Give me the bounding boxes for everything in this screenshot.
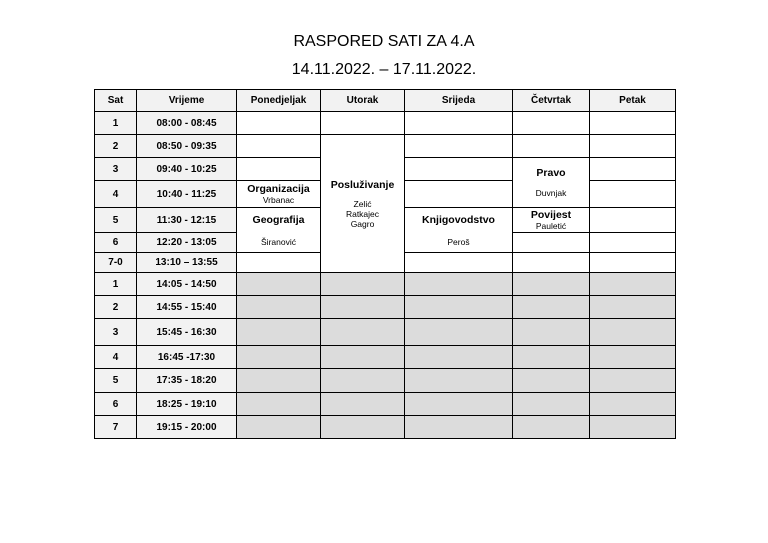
- header-row: [95, 90, 676, 112]
- empty-cell: [513, 416, 590, 439]
- empty-cell: [405, 296, 513, 319]
- lesson-teacher: Širanović: [261, 237, 296, 248]
- table-row: [95, 393, 676, 416]
- period-number: 5: [95, 369, 137, 393]
- period-time: 15:45 - 16:30: [137, 319, 237, 346]
- schedule-table: [94, 89, 676, 439]
- empty-cell: [321, 416, 405, 439]
- lesson-teacher: Duvnjak: [535, 188, 567, 198]
- empty-cell: [405, 393, 513, 416]
- table-row: [95, 369, 676, 393]
- period-time: 17:35 - 18:20: [137, 369, 237, 393]
- empty-cell: [237, 135, 321, 158]
- lesson-teacher: Pauletić: [535, 221, 567, 231]
- empty-cell: [237, 112, 321, 135]
- lesson-teacher: Vrbanac: [262, 195, 295, 205]
- empty-cell: [321, 112, 405, 135]
- empty-cell: [513, 369, 590, 393]
- empty-cell: [513, 346, 590, 369]
- empty-cell: [405, 158, 513, 181]
- period-time: 10:40 - 11:25: [137, 181, 237, 208]
- empty-cell: [237, 346, 321, 369]
- col-header-sat: Sat: [95, 90, 137, 112]
- date-range: 14.11.2022. – 17.11.2022.: [291, 61, 477, 78]
- period-time: 19:15 - 20:00: [137, 416, 237, 439]
- lesson-subject: Pravo: [536, 167, 566, 179]
- empty-cell: [590, 346, 676, 369]
- col-header-ponedjeljak: Ponedjeljak: [237, 90, 321, 112]
- empty-cell: [237, 273, 321, 296]
- period-number: 2: [95, 296, 137, 319]
- empty-cell: [321, 296, 405, 319]
- period-number: 6: [95, 233, 137, 253]
- period-time: 08:00 - 08:45: [137, 112, 237, 135]
- period-number: 2: [95, 135, 137, 158]
- lesson-knjigovodstvo-teacher-cell: [405, 233, 513, 253]
- empty-cell: [321, 346, 405, 369]
- empty-cell: [590, 273, 676, 296]
- lesson-subject: Geografija: [252, 214, 305, 227]
- empty-cell: [513, 135, 590, 158]
- empty-cell: [237, 416, 321, 439]
- empty-cell: [590, 181, 676, 208]
- lesson-geografija-teacher-cell: [237, 233, 321, 253]
- empty-cell: [590, 253, 676, 273]
- empty-cell: [405, 369, 513, 393]
- period-number: 1: [95, 273, 137, 296]
- empty-cell: [590, 319, 676, 346]
- empty-cell: [405, 416, 513, 439]
- period-time: 12:20 - 13:05: [137, 233, 237, 253]
- lesson-teacher: Peroš: [447, 237, 470, 248]
- period-number: 4: [95, 346, 137, 369]
- lesson-teacher: Ratkajec: [345, 208, 380, 219]
- lesson-subject: Posluživanje: [330, 178, 395, 191]
- lesson-posluzivanje: [321, 135, 405, 273]
- empty-cell: [590, 416, 676, 439]
- lesson-organizacija: [237, 181, 321, 208]
- period-number: 3: [95, 158, 137, 181]
- empty-cell: [590, 369, 676, 393]
- table-row: [95, 273, 676, 296]
- empty-cell: [405, 346, 513, 369]
- empty-cell: [405, 319, 513, 346]
- period-number: 3: [95, 319, 137, 346]
- empty-cell: [513, 253, 590, 273]
- empty-cell: [590, 393, 676, 416]
- lesson-geografija: [237, 208, 321, 233]
- empty-cell: [590, 112, 676, 135]
- period-number: 5: [95, 208, 137, 233]
- empty-cell: [237, 253, 321, 273]
- empty-cell: [405, 181, 513, 208]
- empty-cell: [513, 319, 590, 346]
- empty-cell: [590, 208, 676, 233]
- lesson-subject: Knjigovodstvo: [422, 214, 495, 227]
- table-row: [95, 346, 676, 369]
- empty-cell: [237, 158, 321, 181]
- lesson-pravo: [513, 158, 590, 208]
- empty-cell: [590, 233, 676, 253]
- page-title: RASPORED SATI ZA 4.A: [293, 33, 475, 50]
- empty-cell: [321, 319, 405, 346]
- period-time: 18:25 - 19:10: [137, 393, 237, 416]
- period-number: 4: [95, 181, 137, 208]
- period-number: 1: [95, 112, 137, 135]
- col-header-cetvrtak: Četvrtak: [513, 90, 590, 112]
- period-time: 09:40 - 10:25: [137, 158, 237, 181]
- empty-cell: [513, 233, 590, 253]
- period-time: 08:50 - 09:35: [137, 135, 237, 158]
- col-header-petak: Petak: [590, 90, 676, 112]
- period-time: 16:45 -17:30: [137, 346, 237, 369]
- table-row: [95, 319, 676, 346]
- empty-cell: [513, 296, 590, 319]
- empty-cell: [590, 296, 676, 319]
- empty-cell: [405, 112, 513, 135]
- col-header-utorak: Utorak: [321, 90, 405, 112]
- table-row: [95, 416, 676, 439]
- col-header-srijeda: Srijeda: [405, 90, 513, 112]
- empty-cell: [237, 369, 321, 393]
- empty-cell: [321, 393, 405, 416]
- empty-cell: [405, 253, 513, 273]
- period-time: 14:55 - 15:40: [137, 296, 237, 319]
- empty-cell: [590, 135, 676, 158]
- empty-cell: [405, 135, 513, 158]
- empty-cell: [321, 273, 405, 296]
- table-row: [95, 135, 676, 158]
- period-number: 7-0: [95, 253, 137, 273]
- period-number: 6: [95, 393, 137, 416]
- period-time: 14:05 - 14:50: [137, 273, 237, 296]
- empty-cell: [590, 158, 676, 181]
- table-row: [95, 112, 676, 135]
- table-row: [95, 296, 676, 319]
- lesson-povijest: [513, 208, 590, 233]
- col-header-vrijeme: Vrijeme: [137, 90, 237, 112]
- period-time: 11:30 - 12:15: [137, 208, 237, 233]
- lesson-knjigovodstvo: [405, 208, 513, 233]
- empty-cell: [405, 273, 513, 296]
- lesson-subject: Povijest: [530, 209, 572, 221]
- lesson-subject: Organizacija: [247, 183, 310, 195]
- period-time: 13:10 – 13:55: [137, 253, 237, 273]
- empty-cell: [513, 273, 590, 296]
- empty-cell: [513, 112, 590, 135]
- lesson-teacher: Zelić: [353, 198, 372, 209]
- empty-cell: [321, 369, 405, 393]
- empty-cell: [237, 319, 321, 346]
- empty-cell: [237, 296, 321, 319]
- empty-cell: [513, 393, 590, 416]
- period-number: 7: [95, 416, 137, 439]
- empty-cell: [237, 393, 321, 416]
- lesson-teacher: Gagro: [350, 218, 375, 229]
